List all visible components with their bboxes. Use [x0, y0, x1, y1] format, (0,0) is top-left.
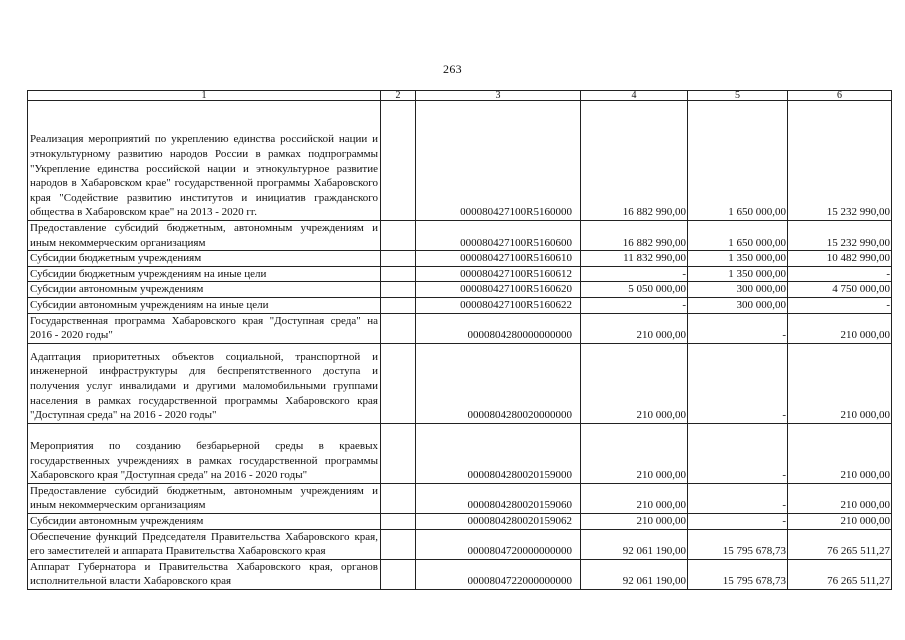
row-name: Субсидии автономным учреждениям: [28, 513, 381, 529]
row-value-5: 1 650 000,00: [688, 221, 788, 251]
table-row: [28, 483, 892, 513]
row-name: Предоставление субсидий бюджетным, автономным учреждениям и иным некоммерческим организациям: [28, 221, 381, 251]
table-row: [28, 423, 892, 483]
row-code: 000080427100R5160600: [416, 221, 581, 251]
column-header: 3: [416, 91, 581, 101]
row-value-5: -: [688, 313, 788, 343]
row-name: Мероприятия по созданию безбарьерной среды в краевых государственных учреждениях в рамках государственной программы Хабаровского края "Доступная среда" на 2016 - 2020 годы": [28, 423, 381, 483]
row-code: 0000804720000000000: [416, 529, 581, 559]
row-code: 000080427100R5160612: [416, 266, 581, 282]
row-value-4: -: [581, 266, 688, 282]
row-col2: [381, 343, 416, 423]
row-value-6: 210 000,00: [788, 513, 892, 529]
row-value-6: -: [788, 297, 892, 313]
row-value-5: 300 000,00: [688, 282, 788, 298]
row-code: 000080427100R5160610: [416, 251, 581, 267]
table-row: [28, 313, 892, 343]
row-value-6: 210 000,00: [788, 423, 892, 483]
row-code: 0000804280020159000: [416, 423, 581, 483]
row-value-4: 11 832 990,00: [581, 251, 688, 267]
row-value-6: 4 750 000,00: [788, 282, 892, 298]
row-code: 000080427100R5160622: [416, 297, 581, 313]
table-row: [28, 559, 892, 589]
row-name: Государственная программа Хабаровского края "Доступная среда" на 2016 - 2020 годы": [28, 313, 381, 343]
row-code: 0000804280020159060: [416, 483, 581, 513]
row-value-6: 210 000,00: [788, 483, 892, 513]
row-code: 000080427100R5160620: [416, 282, 581, 298]
row-col2: [381, 251, 416, 267]
row-col2: [381, 423, 416, 483]
row-value-5: 1 350 000,00: [688, 251, 788, 267]
row-value-4: 16 882 990,00: [581, 101, 688, 221]
row-name: Субсидии автономным учреждениям на иные цели: [28, 297, 381, 313]
table-row: [28, 513, 892, 529]
row-value-4: 210 000,00: [581, 313, 688, 343]
column-header: 2: [381, 91, 416, 101]
row-value-6: 10 482 990,00: [788, 251, 892, 267]
row-code: 0000804722000000000: [416, 559, 581, 589]
table-row: [28, 101, 892, 221]
budget-table: [27, 90, 892, 590]
row-value-4: 210 000,00: [581, 513, 688, 529]
row-value-4: 92 061 190,00: [581, 529, 688, 559]
row-name: Субсидии бюджетным учреждениям: [28, 251, 381, 267]
row-value-6: -: [788, 266, 892, 282]
row-name: Аппарат Губернатора и Правительства Хабаровского края, органов исполнительной власти Хабаровского края: [28, 559, 381, 589]
column-header: 4: [581, 91, 688, 101]
row-col2: [381, 101, 416, 221]
row-value-5: 1 650 000,00: [688, 101, 788, 221]
row-code: 0000804280000000000: [416, 313, 581, 343]
row-value-4: -: [581, 297, 688, 313]
row-value-6: 210 000,00: [788, 343, 892, 423]
row-name: Субсидии бюджетным учреждениям на иные цели: [28, 266, 381, 282]
row-col2: [381, 529, 416, 559]
row-code: 0000804280020159062: [416, 513, 581, 529]
row-col2: [381, 297, 416, 313]
table-row: [28, 251, 892, 267]
column-header: 6: [788, 91, 892, 101]
row-name: Обеспечение функций Председателя Правительства Хабаровского края, его заместителей и аппарата Правительства Хабаровского края: [28, 529, 381, 559]
table-row: [28, 221, 892, 251]
row-name: Адаптация приоритетных объектов социальной, транспортной и инженерной инфраструктуры для беспрепятственного доступа и получения услуг инвалидами и другими маломобильными группами населения в рамках государственной программы Хабаровского края "Доступная среда" на 2016 - 2020 годы": [28, 343, 381, 423]
row-value-5: 1 350 000,00: [688, 266, 788, 282]
row-value-4: 92 061 190,00: [581, 559, 688, 589]
row-value-5: 15 795 678,73: [688, 529, 788, 559]
row-name: Реализация мероприятий по укреплению единства российской нации и этнокультурному развитию народов России в рамках подпрограммы "Укрепление единства российской нации и этнокультурное развитие народов в Хабаровском крае" государственной программы Хабаровского края "Содействие развитию институтов и инициатив гражданского общества в Хабаровском крае" на 2013 - 2020 гг.: [28, 101, 381, 221]
row-col2: [381, 313, 416, 343]
row-value-4: 210 000,00: [581, 423, 688, 483]
table-row: [28, 529, 892, 559]
row-value-4: 210 000,00: [581, 343, 688, 423]
row-value-4: 16 882 990,00: [581, 221, 688, 251]
row-code: 000080427100R5160000: [416, 101, 581, 221]
table-row: [28, 297, 892, 313]
row-col2: [381, 266, 416, 282]
row-col2: [381, 483, 416, 513]
row-col2: [381, 513, 416, 529]
row-name: Предоставление субсидий бюджетным, автономным учреждениям и иным некоммерческим организациям: [28, 483, 381, 513]
row-value-4: 210 000,00: [581, 483, 688, 513]
row-value-5: 15 795 678,73: [688, 559, 788, 589]
row-col2: [381, 221, 416, 251]
row-value-6: 76 265 511,27: [788, 559, 892, 589]
page-number: 263: [443, 62, 462, 76]
row-value-6: 76 265 511,27: [788, 529, 892, 559]
column-header: 1: [28, 91, 381, 101]
row-value-6: 210 000,00: [788, 313, 892, 343]
row-value-5: 300 000,00: [688, 297, 788, 313]
table-row: [28, 343, 892, 423]
row-value-5: -: [688, 513, 788, 529]
row-col2: [381, 282, 416, 298]
row-value-4: 5 050 000,00: [581, 282, 688, 298]
column-header: 5: [688, 91, 788, 101]
table-row: [28, 266, 892, 282]
table-row: [28, 282, 892, 298]
row-value-6: 15 232 990,00: [788, 221, 892, 251]
row-name: Субсидии автономным учреждениям: [28, 282, 381, 298]
column-number-row: [28, 91, 892, 101]
row-value-5: -: [688, 343, 788, 423]
row-value-5: -: [688, 423, 788, 483]
row-value-6: 15 232 990,00: [788, 101, 892, 221]
row-code: 0000804280020000000: [416, 343, 581, 423]
row-value-5: -: [688, 483, 788, 513]
row-col2: [381, 559, 416, 589]
